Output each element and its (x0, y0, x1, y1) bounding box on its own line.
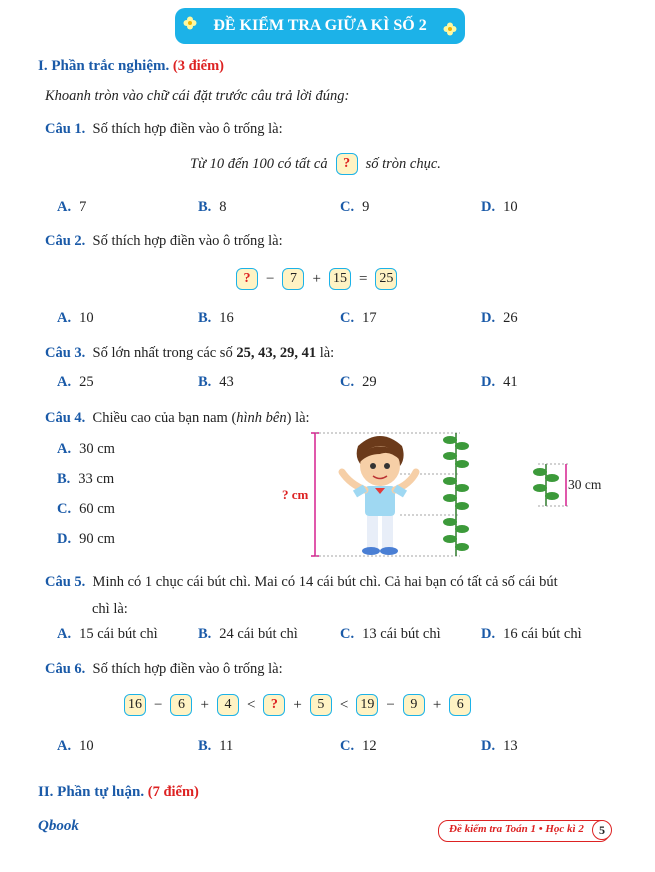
q2-option-d[interactable]: D. 26 (481, 310, 518, 326)
q6-option-c[interactable]: C. 12 (340, 738, 377, 754)
flower-icon (443, 22, 457, 36)
q2-option-c[interactable]: C. 17 (340, 310, 377, 326)
q1-statement: Từ 10 đến 100 có tất cả ? số tròn chục. (190, 153, 441, 175)
question-5: Câu 5. Minh có 1 chục cái bút chì. Mai có 14 cái bút chì. Cả hai bạn có tất cả số cái bút (45, 574, 558, 590)
q6-expression: 16 − 6 + 4 < ? + 5 < 19 − 9 + 6 (124, 694, 471, 716)
q6-option-a[interactable]: A. 10 (57, 738, 94, 754)
q6-option-b[interactable]: B. 11 (198, 738, 234, 754)
q3-option-a[interactable]: A. 25 (57, 374, 94, 390)
q2-option-a[interactable]: A. 10 (57, 310, 94, 326)
flower-icon (183, 16, 197, 30)
q2-expression: ? − 7 + 15 = 25 (236, 268, 397, 290)
height-unknown-label: ? cm (282, 487, 309, 502)
q4-option-d[interactable]: D. 90 cm (57, 531, 115, 547)
plant-stack (443, 433, 469, 556)
footer-text: Đề kiểm tra Toán 1 • Học kì 2 (449, 823, 584, 835)
q5-option-a[interactable]: A. 15 cái bút chì (57, 626, 158, 642)
q5-option-c[interactable]: C. 13 cái bút chì (340, 626, 441, 642)
blank-box[interactable]: ? (236, 268, 258, 290)
q2-option-b[interactable]: B. 16 (198, 310, 234, 326)
q3-option-d[interactable]: D. 41 (481, 374, 518, 390)
part1-heading: I. Phần trắc nghiệm. (3 điểm) (38, 58, 225, 74)
blank-box[interactable]: ? (263, 694, 285, 716)
publisher-logo: Qbook (38, 818, 79, 834)
boy-height-figure (310, 428, 480, 560)
q5-option-d[interactable]: D. 16 cái bút chì (481, 626, 582, 642)
q5-option-b[interactable]: B. 24 cái bút chì (198, 626, 298, 642)
q4-option-c[interactable]: C. 60 cm (57, 501, 115, 517)
q1-option-b[interactable]: B. 8 (198, 199, 227, 215)
q1-option-a[interactable]: A. 7 (57, 199, 87, 215)
question-5-cont: chì là: (92, 601, 128, 617)
q4-option-a[interactable]: A. 30 cm (57, 441, 115, 457)
blank-box[interactable]: ? (336, 153, 358, 175)
instruction: Khoanh tròn vào chữ cái đặt trước câu trả lời đúng: (45, 88, 350, 104)
q4-option-b[interactable]: B. 33 cm (57, 471, 115, 487)
q1-option-c[interactable]: C. 9 (340, 199, 370, 215)
q1-option-d[interactable]: D. 10 (481, 199, 518, 215)
q3-option-b[interactable]: B. 43 (198, 374, 234, 390)
question-1: Câu 1. Số thích hợp điền vào ô trống là: (45, 121, 283, 137)
page-title: ĐỀ KIỂM TRA GIỮA KÌ SỐ 2 (213, 17, 427, 34)
q3-option-c[interactable]: C. 29 (340, 374, 377, 390)
question-6: Câu 6. Số thích hợp điền vào ô trống là: (45, 661, 283, 677)
plant-height-label: 30 cm (568, 477, 602, 492)
part2-heading: II. Phần tự luận. (7 điểm) (38, 784, 199, 800)
question-2: Câu 2. Số thích hợp điền vào ô trống là: (45, 233, 283, 249)
q6-option-d[interactable]: D. 13 (481, 738, 518, 754)
question-3: Câu 3. Số lớn nhất trong các số 25, 43, 29, 41 là: (45, 345, 335, 361)
boy-illustration (342, 436, 416, 555)
header-banner (175, 8, 465, 44)
page-number: 5 (592, 820, 612, 840)
question-4: Câu 4. Chiều cao của bạn nam (hình bên) là: (45, 410, 310, 426)
